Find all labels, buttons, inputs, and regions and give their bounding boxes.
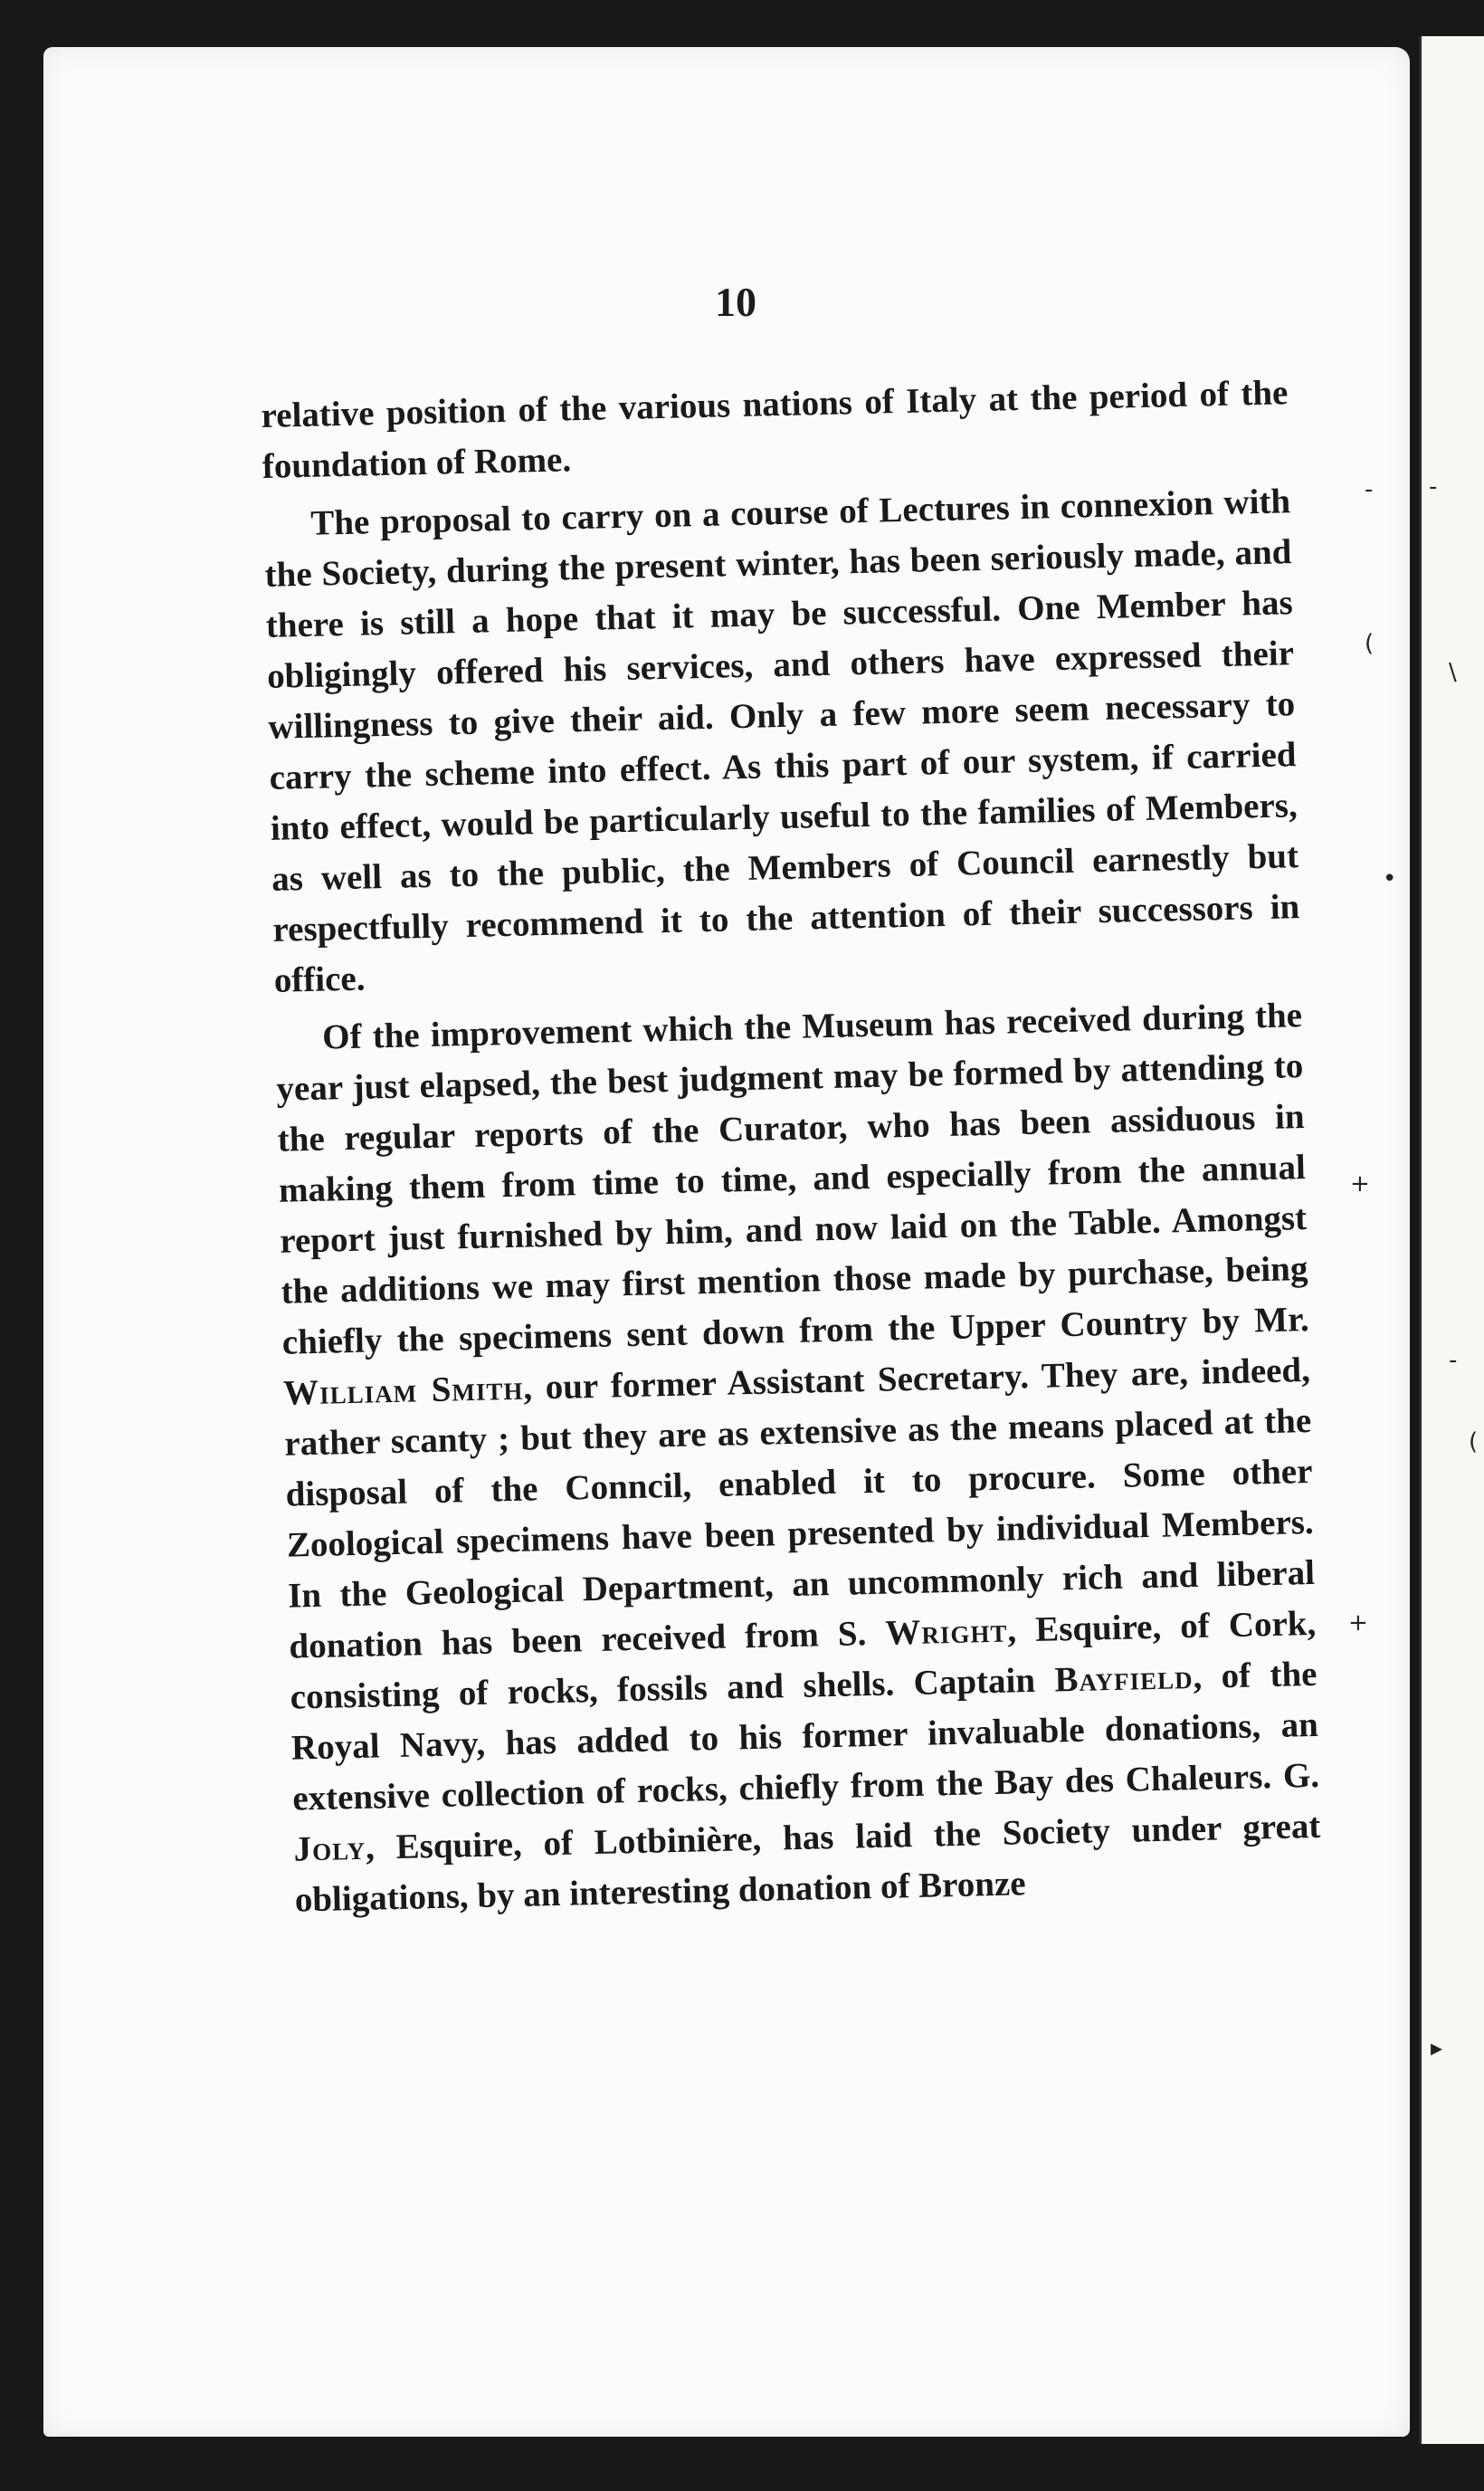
proper-name: Bayfield	[1053, 1656, 1194, 1700]
text-run: , Esquire, of Lotbinière, has laid the Society under great obligations, by an interesting donation of Bronze	[294, 1806, 1321, 1920]
margin-mark: -	[1365, 476, 1374, 503]
text-run: relative position of the various nations of Italy at the period of the foundation of Rome.	[261, 373, 1289, 486]
text-run: , Esquire, of Cork, consisting of rocks, fossils and shells. Captain	[290, 1603, 1317, 1717]
text-run: Of the improvement which the Museum has received during the year just elapsed, the best judgment may be formed by attending to the regular reports of the Curator, who has been assiduous in making them from time to time, and especially from the annual report just furnished by him, and now laid on the Table. Amongst the additions we may first mention those made by purchase, being chiefly the specimens sent down from the Upper Country by Mr.	[276, 996, 1310, 1362]
margin-mark: +	[1348, 1609, 1368, 1637]
margin-mark: -	[1429, 473, 1438, 501]
text-run: The proposal to carry on a course of Lectures in connexion with the Society, during the present winter, has been seriously made, and there is still a hope that it may be successful. One Member has obligingly offered his services, and others have expressed their willingness to give their aid. Only a few more seem necessary to carry the scheme into effect. As this part of our system, if carried into effect, would be particularly useful to the families of Members, as well as to the public, the Members of Council earnestly but respectfully recommend it to the attention of their successors in office.	[264, 482, 1300, 1000]
margin-mark: \	[1449, 659, 1457, 686]
page-number: 10	[715, 279, 756, 325]
proper-name: Joly	[293, 1828, 366, 1869]
margin-mark: (	[1365, 630, 1375, 657]
book-page	[43, 47, 1410, 2437]
margin-mark: (	[1469, 1428, 1479, 1455]
text-run: , our former Assistant Secretary. They are, indeed, rather scanty ; but they are as extensive as the means placed at the disposal of the Conncil, enabled it to procure. Some other Zoological specimens have been presented by individual Members. In the Geological Department, an uncommonly rich and liberal donation has been received from S.	[283, 1350, 1316, 1666]
margin-mark: •	[1383, 865, 1397, 892]
paragraph	[275, 990, 1323, 1925]
margin-mark: -	[1449, 1347, 1458, 1374]
proper-name: Wright	[884, 1610, 1008, 1653]
paragraph	[263, 476, 1301, 1007]
paragraph	[261, 367, 1289, 492]
margin-mark: ▸	[1431, 2035, 1443, 2062]
margin-mark: +	[1350, 1170, 1370, 1198]
body-text	[261, 367, 1322, 1933]
adjacent-page-edge	[1419, 36, 1484, 2444]
text-run: , of the Royal Navy, has added to his former invaluable donations, an extensive collection of rocks, chiefly from the Bay des Chaleurs. G.	[290, 1654, 1320, 1818]
proper-name: William Smith	[282, 1368, 524, 1413]
